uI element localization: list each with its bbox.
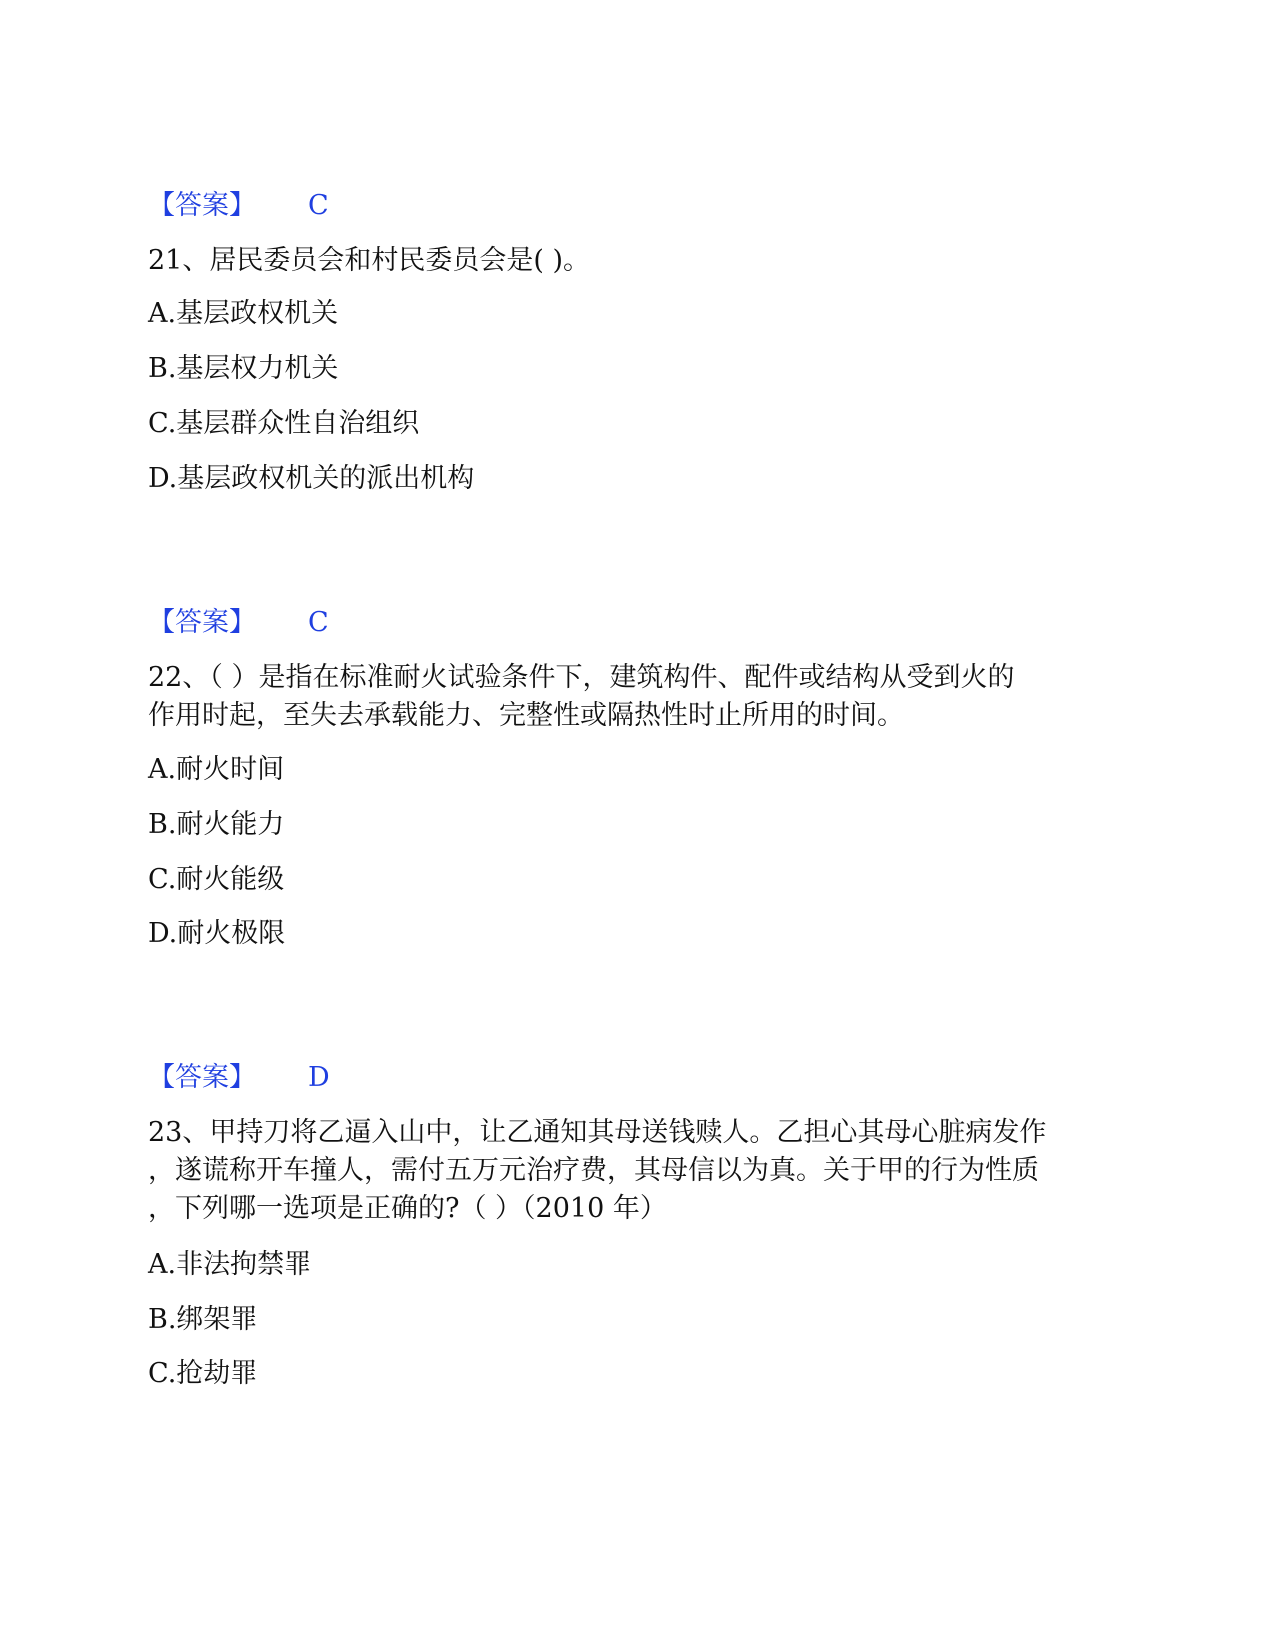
answer-line-q20: [148, 188, 329, 224]
question-21-stem: [148, 242, 1108, 280]
answer-line-q22: [148, 1060, 330, 1096]
answer-label: 【答案】: [148, 190, 256, 221]
question-21-option-c: C.基层群众性自治组织: [148, 408, 420, 439]
answer-line-q21: [148, 605, 329, 641]
question-21-option-b: B.基层权力机关: [148, 353, 339, 384]
question-22-option-d: D.耐火极限: [148, 918, 286, 949]
question-21-option-a: A.基层政权机关: [148, 298, 339, 329]
question-23-stem: [148, 1114, 1108, 1228]
answer-value: C: [308, 190, 329, 221]
answer-value: D: [308, 1062, 330, 1093]
question-22-stem: [148, 659, 1108, 735]
question-stem-line: 23、甲持刀将乙逼入山中，让乙通知其母送钱赎人。乙担心其母心脏病发作: [148, 1117, 1047, 1148]
answer-value: C: [308, 607, 329, 638]
question-stem-line: ，遂谎称开车撞人，需付五万元治疗费，其母信以为真。关于甲的行为性质: [148, 1155, 1039, 1186]
question-23-option-a: A.非法拘禁罪: [148, 1249, 312, 1280]
question-23-option-b: B.绑架罪: [148, 1304, 258, 1335]
question-22-option-c: C.耐火能级: [148, 864, 285, 895]
question-23-option-c: C.抢劫罪: [148, 1358, 258, 1389]
answer-label: 【答案】: [148, 607, 256, 638]
question-stem-line: 作用时起，至失去承载能力、完整性或隔热性时止所用的时间。: [148, 700, 904, 731]
question-22-option-b: B.耐火能力: [148, 809, 285, 840]
question-21-option-d: D.基层政权机关的派出机构: [148, 463, 475, 494]
question-stem-line: 21、居民委员会和村民委员会是( )。: [148, 245, 591, 276]
question-22-option-a: A.耐火时间: [148, 754, 285, 785]
answer-label: 【答案】: [148, 1062, 256, 1093]
question-stem-line: 22、（ ）是指在标准耐火试验条件下，建筑构件、配件或结构从受到火的: [148, 662, 1015, 693]
question-stem-line: ，下列哪一选项是正确的?（ ）（2010 年）: [148, 1193, 667, 1224]
